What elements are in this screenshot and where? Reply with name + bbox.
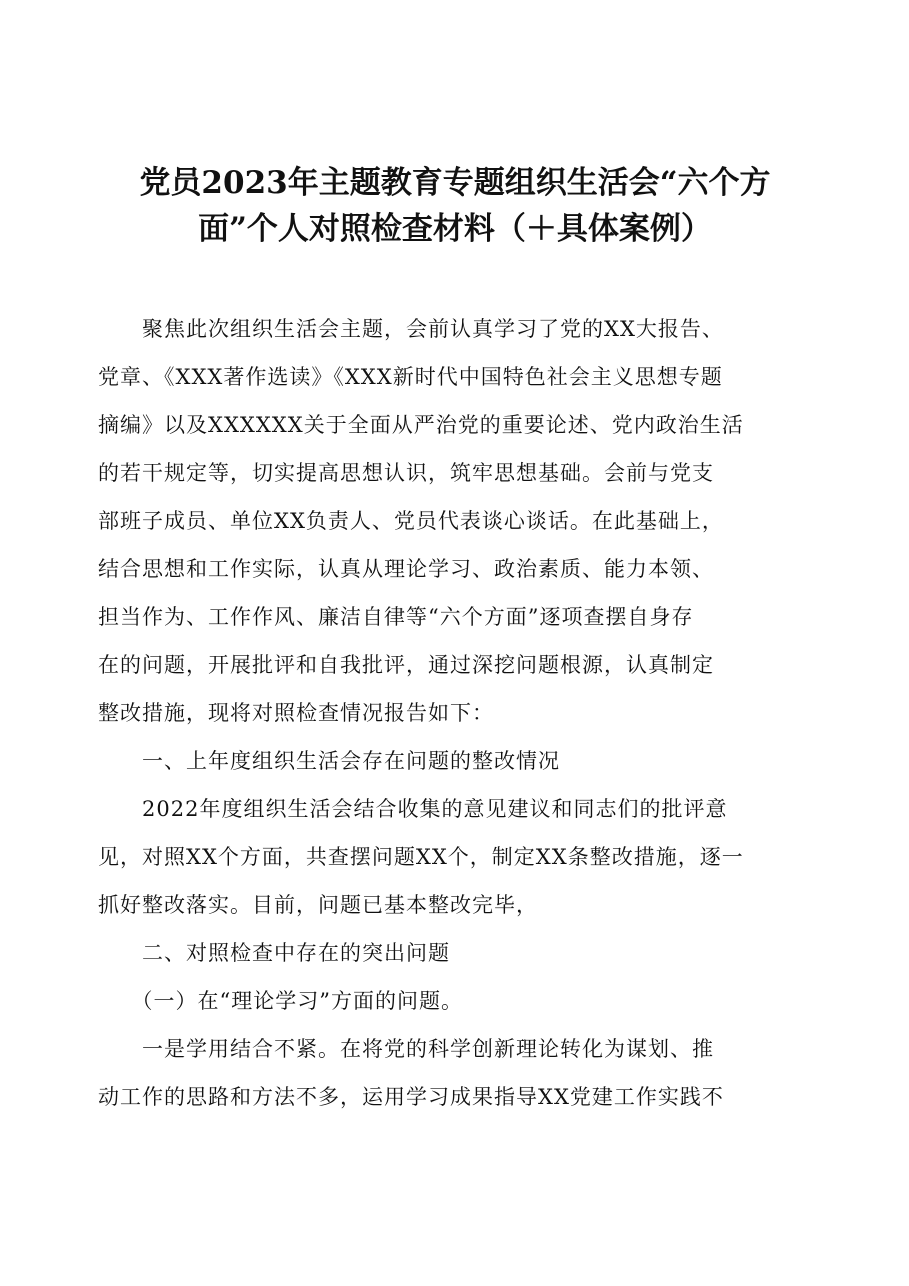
- body-line-2: 党章、《XXX著作选读》《XXX新时代中国特色社会主义思想专题: [98, 365, 723, 389]
- body-line-4: 的若干规定等，切实提高思想认识，筑牢思想基础。会前与党支: [98, 461, 714, 485]
- body-line-8: 在的问题，开展批评和自我批评，通过深挖问题根源，认真制定: [98, 653, 714, 677]
- document-title-line-1: 党员2023年主题教育专题组织生活会“六个方: [139, 165, 771, 201]
- section-heading-1: 一、上年度组织生活会存在问题的整改情况: [98, 749, 560, 773]
- body-line-3: 摘编》以及XXXXXX关于全面从严治党的重要论述、党内政治生活: [98, 413, 744, 437]
- body-line-5: 部班子成员、单位XX负责人、党员代表谈心谈话。在此基础上，: [98, 509, 724, 533]
- body-line-1: 聚焦此次组织生活会主题，会前认真学习了党的XX大报告、: [98, 317, 724, 341]
- body-line-7: 担当作为、工作作风、廉洁自律等“六个方面”逐项查摆自身存: [98, 605, 694, 629]
- body-line-6: 结合思想和工作实际，认真从理论学习、政治素质、能力本领、: [98, 557, 714, 581]
- body-line-17: 动工作的思路和方法不多，运用学习成果指导XX党建工作实践不: [98, 1085, 724, 1109]
- body-line-12: 见，对照XX个方面，共查摆问题XX个，制定XX条整改措施，逐一: [98, 845, 744, 869]
- body-line-16: 一是学用结合不紧。在将党的科学创新理论转化为谋划、推: [98, 1037, 714, 1061]
- document-title-line-2: 面”个人对照检查材料（＋具体案例）: [198, 211, 712, 247]
- subsection-heading-1: （一）在“理论学习”方面的问题。: [98, 989, 463, 1013]
- body-line-13: 抓好整改落实。目前，问题已基本整改完毕，: [98, 893, 538, 917]
- body-line-9: 整改措施，现将对照检查情况报告如下：: [98, 701, 494, 725]
- body-line-11: 2022年度组织生活会结合收集的意见建议和同志们的批评意: [98, 797, 728, 821]
- section-heading-2: 二、对照检查中存在的突出问题: [98, 941, 450, 965]
